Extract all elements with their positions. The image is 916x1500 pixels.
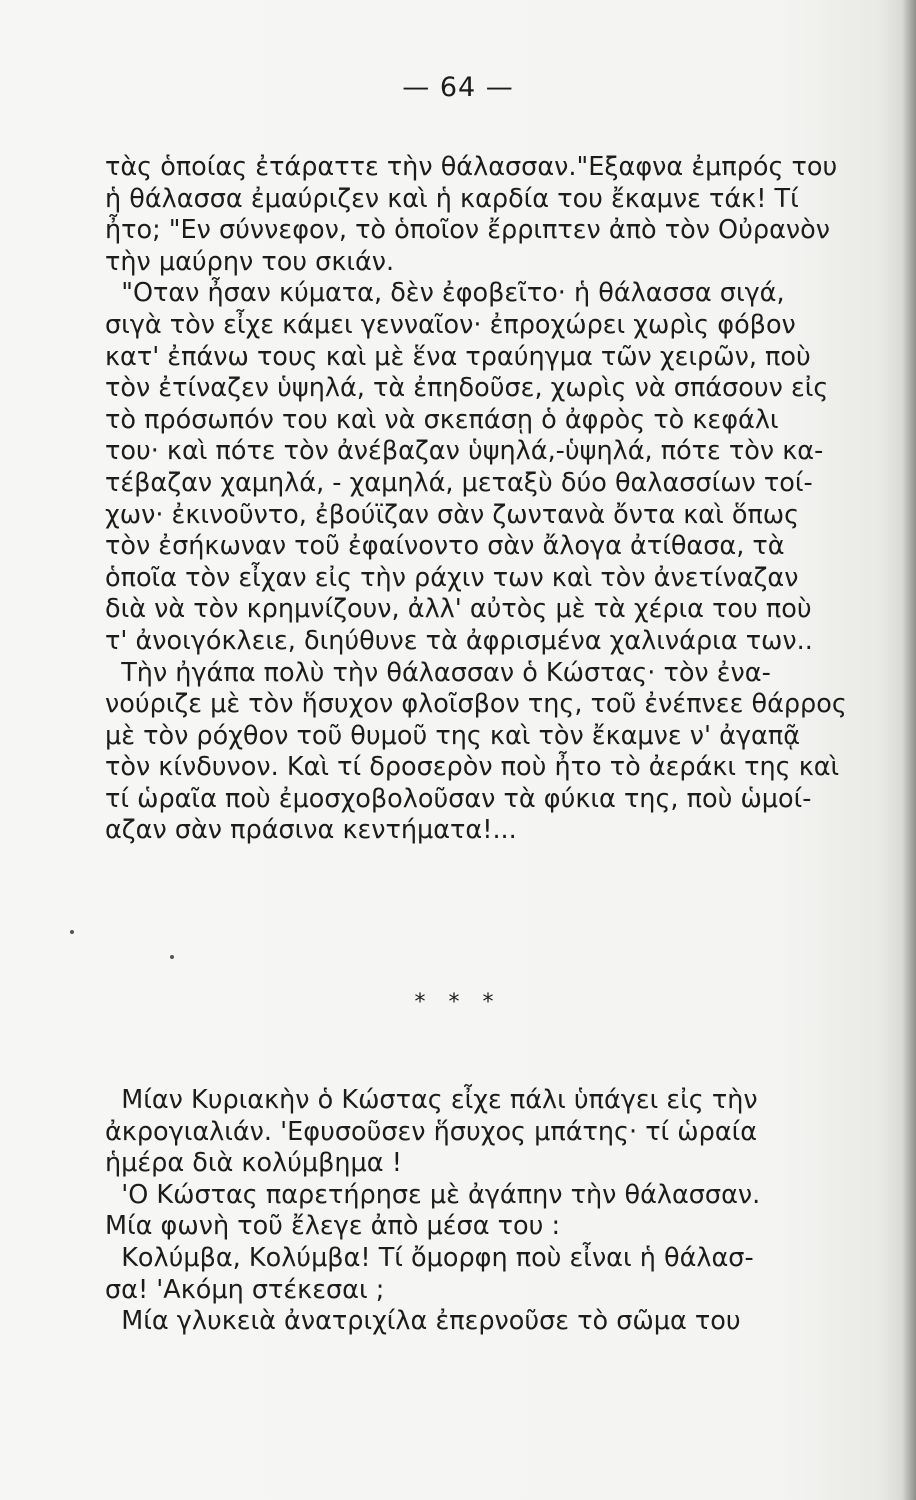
page-number: — 64 —: [402, 72, 514, 103]
text-line: ἡμέρα διὰ κολύμβημα !: [105, 1148, 402, 1179]
text-line: ἡ θάλασσα ἐμαύριζεν καὶ ἡ καρδία του ἔκαμνε τάκ! Τί: [105, 183, 799, 214]
text-line: Κολύμβα, Κολύμβα! Τί ὄμορφη ποὺ εἶναι ἡ θάλασ-: [105, 1242, 754, 1273]
text-line: Τὴν ἠγάπα πολὺ τὴν θάλασσαν ὁ Κώστας· τὸν ἐνα-: [105, 657, 771, 688]
text-line: 'Ο Κώστας παρετήρησε μὲ ἀγάπην τὴν θάλασσαν.: [105, 1179, 761, 1210]
paper-speck: [70, 930, 74, 934]
text-line: τ' ἀνοιγόκλειε, διηύθυνε τὰ ἀφρισμένα χαλινάρια των..: [105, 625, 813, 656]
text-line: μὲ τὸν ρόχθον τοῦ θυμοῦ της καὶ τὸν ἔκαμνε ν' ἀγαπᾷ: [105, 720, 801, 751]
text-line: Μία γλυκειὰ ἀνατριχίλα ἐπερνοῦσε τὸ σῶμα του: [105, 1306, 741, 1337]
text-line: τὴν μαύρην του σκιάν.: [105, 246, 395, 277]
text-line: τὸν ἐτίναζεν ὑψηλά, τὰ ἐπηδοῦσε, χωρὶς νὰ σπάσουν εἰς: [105, 373, 829, 404]
text-line: ἦτο; "Εν σύννεφον, τὸ ὁποῖον ἔρριπτεν ἀπὸ τὸν Οὐρανὸν: [105, 215, 830, 246]
text-line: Μία φωνὴ τοῦ ἔλεγε ἀπὸ μέσα του :: [105, 1211, 561, 1242]
text-line: ἀκρογιαλιάν. 'Εφυσοῦσεν ἥσυχος μπάτης· τί ὡραία: [105, 1116, 758, 1147]
text-line: κατ' ἐπάνω τους καὶ μὲ ἕνα τραύηγμα τῶν χειρῶν, ποὺ: [105, 341, 811, 372]
text-line: τὸ πρόσωπόν του καὶ νὰ σκεπάσῃ ὁ ἀφρὸς τὸ κεφάλι: [105, 404, 779, 435]
text-line: σα! 'Ακόμη στέκεσαι ;: [105, 1274, 385, 1305]
text-line: Μίαν Κυριακὴν ὁ Κώστας εἶχε πάλι ὑπάγει εἰς τὴν: [105, 1085, 758, 1115]
paragraph-block-sunday: [105, 1085, 885, 1338]
text-line: χων· ἐκινοῦντο, ἐβούϊζαν σὰν ζωντανὰ ὄντα καὶ ὅπως: [105, 499, 800, 530]
paper-speck: [170, 955, 174, 959]
text-line: ὁποῖα τὸν εἶχαν εἰς τὴν ράχιν των καὶ τὸν ἀνετίναζαν: [105, 562, 799, 593]
text-line: αζαν σὰν πράσινα κεντήματα!...: [105, 815, 517, 846]
text-line: τὰς ὁποίας ἐτάραττε τὴν θάλασσαν."Εξαφνα ἐμπρός του: [105, 152, 838, 182]
section-separator: * * *: [414, 990, 502, 1015]
text-line: τὸν κίνδυνον. Καὶ τί δροσερὸν ποὺ ἦτο τὸ ἀεράκι της καὶ: [105, 752, 840, 783]
text-line: τέβαζαν χαμηλά, - χαμηλά, μεταξὺ δύο θαλασσίων τοί-: [105, 467, 813, 498]
text-line: τί ὡραῖα ποὺ ἐμοσχοβολοῦσαν τὰ φύκια της, ποὺ ὡμοί-: [105, 783, 812, 814]
text-line: σιγὰ τὸν εἶχε κάμει γενναῖον· ἐπροχώρει χωρὶς φόβον: [105, 309, 796, 340]
page-binding-edge: [902, 0, 916, 1500]
text-line: τὸν ἐσήκωναν τοῦ ἐφαίνοντο σὰν ἄλογα ἀτίθασα, τὰ: [105, 531, 785, 562]
text-line: "Οταν ἦσαν κύματα, δὲν ἐφοβεῖτο· ἡ θάλασσα σιγά,: [105, 278, 785, 309]
paragraph-block-sea: [105, 152, 885, 847]
text-line: διὰ νὰ τὸν κρημνίζουν, ἀλλ' αὐτὸς μὲ τὰ χέρια του ποὺ: [105, 594, 812, 625]
text-line: του· καὶ πότε τὸν ἀνέβαζαν ὑψηλά,-ὑψηλά, πότε τὸν κα-: [105, 436, 824, 467]
text-line: νούριζε μὲ τὸν ἥσυχον φλοῖσβον της, τοῦ ἐνέπνεε θάρρος: [105, 689, 847, 720]
